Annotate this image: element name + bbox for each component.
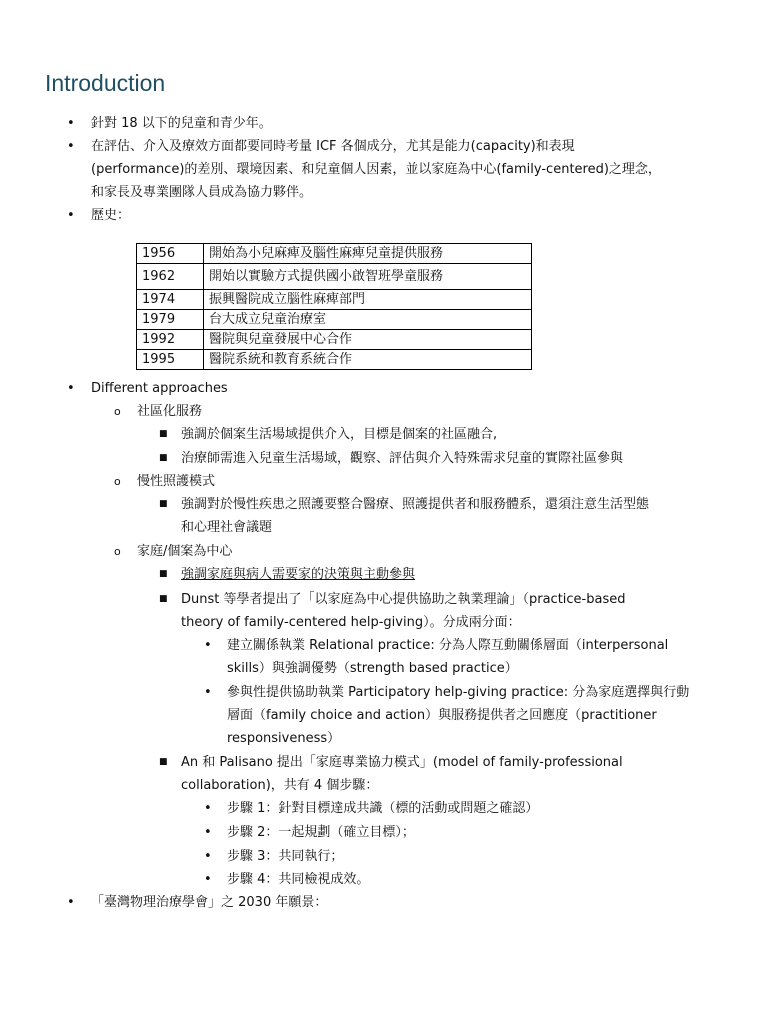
bullet-icon: • bbox=[67, 895, 75, 910]
community-point-1: 強調於個案生活場域提供介入，目標是個案的社區融合, bbox=[181, 427, 498, 442]
dunst-theory-line1: Dunst 等學者提出了「以家庭為中心提供協助之執業理論」（practice-based bbox=[181, 592, 626, 607]
bullet-icon: • bbox=[204, 685, 212, 700]
square-bullet-icon: ■ bbox=[159, 569, 168, 579]
relational-practice-line2: skills）與強調優勢（strength based practice） bbox=[227, 661, 518, 676]
bullet-icon: • bbox=[67, 116, 75, 131]
history-event: 醫院系統和教育系統合作 bbox=[204, 350, 532, 370]
community-point-2: 治療師需進入兒童生活場域，觀察、評估與介入特殊需求兒童的實際社區參與 bbox=[181, 451, 624, 466]
history-event: 振興醫院成立腦性麻痺部門 bbox=[204, 290, 532, 310]
history-year: 1995 bbox=[137, 350, 204, 370]
history-year: 1979 bbox=[137, 310, 204, 330]
history-year: 1992 bbox=[137, 330, 204, 350]
history-year: 1962 bbox=[137, 264, 204, 290]
participatory-practice-line3: responsiveness） bbox=[227, 731, 341, 746]
bullet-icon: • bbox=[67, 208, 75, 223]
step-item: 步驟 4：共同檢視成效。 bbox=[227, 872, 370, 887]
history-row bbox=[137, 350, 532, 370]
vision-2030-bullet: 「臺灣物理治療學會」之 2030 年願景： bbox=[91, 895, 328, 910]
history-event: 開始以實驗方式提供國小啟智班學童服務 bbox=[204, 264, 532, 290]
participatory-practice-line2: 層面（family choice and action）與服務提供者之回應度（practitioner bbox=[227, 708, 657, 723]
bullet-icon: • bbox=[204, 849, 212, 864]
an-palisano-line2: collaboration)，共有 4 個步驟： bbox=[181, 778, 379, 793]
circle-bullet-icon: o bbox=[114, 405, 121, 418]
chronic-point-line2: 和心理社會議題 bbox=[181, 520, 273, 535]
history-table bbox=[136, 243, 532, 370]
bullet-icon: • bbox=[204, 801, 212, 816]
intro-bullet-icf-line3: 和家長及專業團隊人員成為協力夥伴。 bbox=[91, 185, 313, 200]
chronic-point-line1: 強調對於慢性疾患之照護要整合醫療、照護提供者和服務體系，還須注意生活型態 bbox=[181, 497, 650, 512]
dunst-theory-line2: theory of family-centered help-giving）。分成兩分面： bbox=[181, 615, 521, 630]
bullet-icon: • bbox=[67, 381, 75, 396]
history-row bbox=[137, 244, 532, 264]
step-item: 步驟 2：一起規劃（確立目標）； bbox=[227, 825, 415, 840]
relational-practice-line1: 建立關係執業 Relational practice: 分為人際互動關係層面（interpersonal bbox=[227, 638, 669, 653]
bullet-icon: • bbox=[204, 872, 212, 887]
history-row bbox=[137, 330, 532, 350]
intro-bullet-icf-line1: 在評估、介入及療效方面都要同時考量 ICF 各個成分，尤其是能力(capacity)和表現 bbox=[91, 139, 575, 154]
intro-bullet-icf-line2: (performance)的差別、環境因素、和兒童個人因素，並以家庭為中心(family-centered)之理念， bbox=[91, 162, 661, 177]
square-bullet-icon: ■ bbox=[159, 499, 168, 509]
square-bullet-icon: ■ bbox=[159, 429, 168, 439]
history-event: 醫院與兒童發展中心合作 bbox=[204, 330, 532, 350]
family-point-decision: 強調家庭與病人需要家的決策與主動參與 bbox=[181, 567, 416, 582]
history-year: 1974 bbox=[137, 290, 204, 310]
family-centered-label: 家庭/個案為中心 bbox=[137, 544, 233, 559]
history-year: 1956 bbox=[137, 244, 204, 264]
page-title: Introduction bbox=[45, 70, 166, 96]
bullet-icon: • bbox=[67, 139, 75, 154]
history-event: 開始為小兒麻痺及腦性麻痺兒童提供服務 bbox=[204, 244, 532, 264]
step-item: 步驟 3：共同執行； bbox=[227, 849, 344, 864]
circle-bullet-icon: o bbox=[114, 475, 121, 488]
an-palisano-line1: An 和 Palisano 提出「家庭專業協力模式」(model of family-professional bbox=[181, 755, 623, 770]
intro-bullet-age: 針對 18 以下的兒童和青少年。 bbox=[91, 116, 272, 131]
bullet-icon: • bbox=[204, 638, 212, 653]
chronic-care-label: 慢性照護模式 bbox=[137, 474, 216, 489]
approaches-heading: Different approaches bbox=[91, 381, 228, 396]
bullet-icon: • bbox=[204, 825, 212, 840]
circle-bullet-icon: o bbox=[114, 545, 121, 558]
participatory-practice-line1: 參與性提供協助執業 Participatory help-giving practice: 分為家庭選擇與行動 bbox=[227, 685, 690, 700]
history-row bbox=[137, 290, 532, 310]
square-bullet-icon: ■ bbox=[159, 594, 168, 604]
step-item: 步驟 1：針對目標達成共識（標的活動或問題之確認） bbox=[227, 801, 539, 816]
history-row bbox=[137, 264, 532, 290]
community-service-label: 社區化服務 bbox=[137, 404, 203, 419]
intro-bullet-history: 歷史： bbox=[91, 208, 131, 223]
history-row bbox=[137, 310, 532, 330]
history-event: 台大成立兒童治療室 bbox=[204, 310, 532, 330]
square-bullet-icon: ■ bbox=[159, 757, 168, 767]
square-bullet-icon: ■ bbox=[159, 453, 168, 463]
